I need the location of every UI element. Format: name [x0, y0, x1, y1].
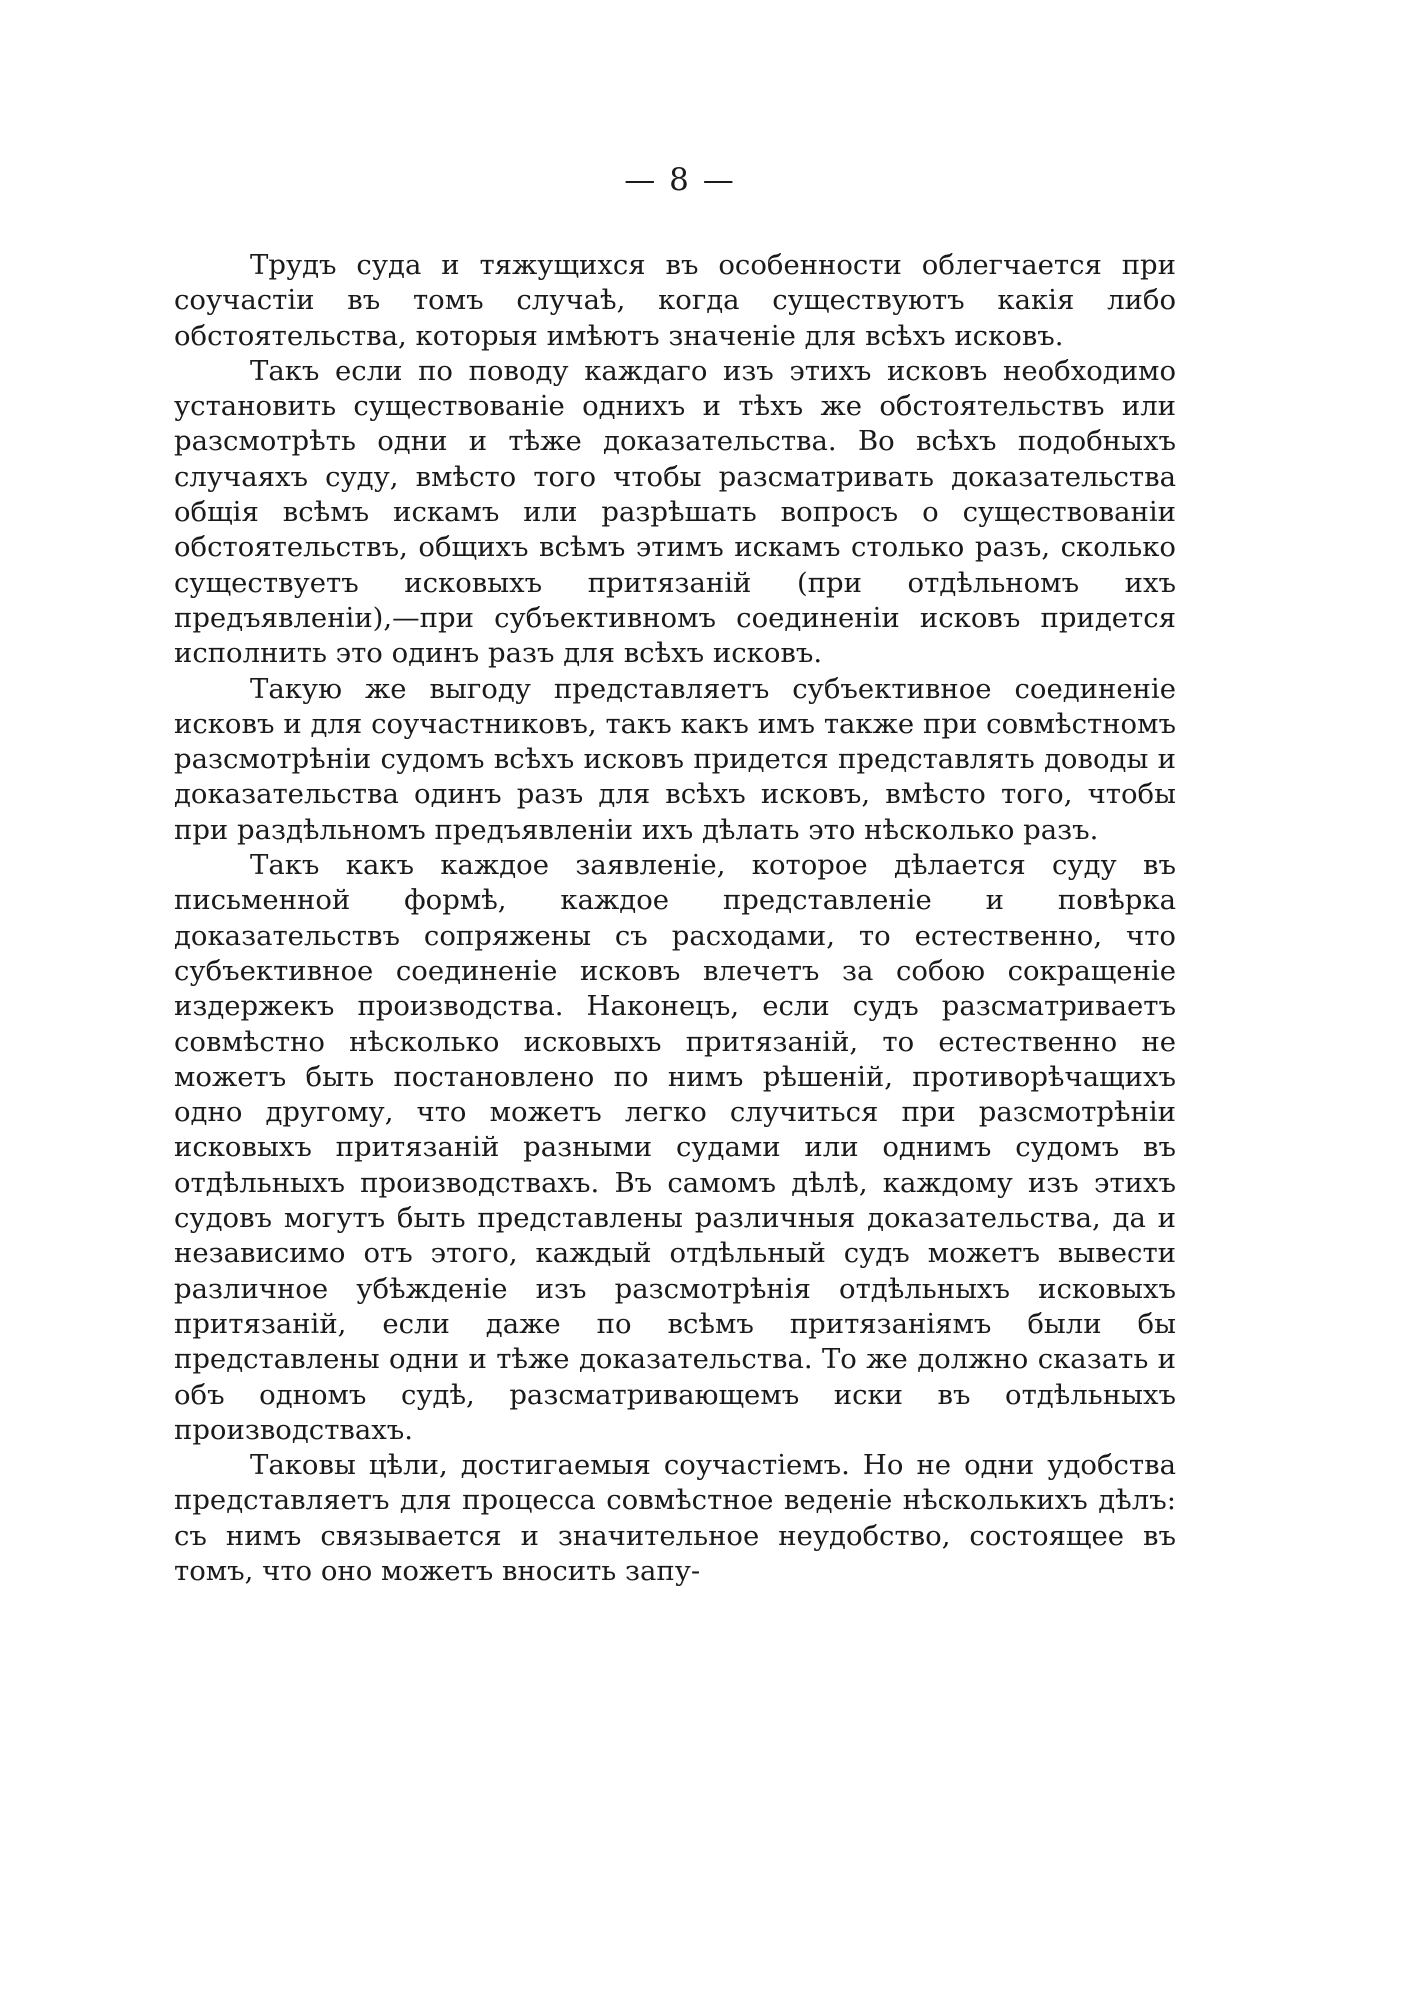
paragraph: Такъ если по поводу каждаго изъ этихъ исковъ необходимо установить существованіе однихъ и тѣхъ же обстоятельствъ или разсмотрѣть одни и тѣже доказательства. Во всѣхъ подобныхъ случаяхъ суду, вмѣсто того чтобы разсматривать доказательства общія всѣмъ искамъ или разрѣшать вопросъ о существованіи обстоятельствъ, общихъ всѣмъ этимъ искамъ столько разъ, сколько существуетъ исковыхъ притязаній (при отдѣльномъ ихъ предъявленіи),—при субъективномъ соединеніи исковъ придется исполнить это одинъ разъ для всѣхъ исковъ. [174, 354, 1176, 670]
paragraph: Такъ какъ каждое заявленіе, которое дѣлается суду въ письменной формѣ, каждое представленіе и повѣрка доказательствъ сопряжены съ расходами, то естественно, что субъективное соединеніе исковъ влечетъ за собою сокращеніе издержекъ производства. Наконецъ, если судъ разсматриваетъ совмѣстно нѣсколько исковыхъ притязаній, то естественно не можетъ быть постановлено по нимъ рѣшеній, противорѣчащихъ одно другому, что можетъ легко случиться при разсмотрѣніи исковыхъ притязаній разными судами или однимъ судомъ въ отдѣльныхъ производствахъ. Въ самомъ дѣлѣ, каждому изъ этихъ судовъ могутъ быть представлены различныя доказательства, да и независимо отъ этого, каждый отдѣльный судъ можетъ вывести различное убѣжденіе изъ разсмотрѣнія отдѣльныхъ исковыхъ притязаній, если даже по всѣмъ притязаніямъ были бы представлены одни и тѣже доказательства. То же должно сказать и объ одномъ судѣ, разсматривающемъ иски въ отдѣльныхъ производствахъ. [174, 849, 1176, 1446]
page-number: — 8 — [624, 162, 736, 198]
paragraph: Трудъ суда и тяжущихся въ особенности облегчается при соучастіи въ томъ случаѣ, когда существуютъ какія либо обстоятельства, которыя имѣютъ значеніе для всѣхъ исковъ. [174, 249, 1176, 352]
paragraph: Такую же выгоду представляетъ субъективное соединеніе исковъ и для соучастниковъ, такъ какъ имъ также при совмѣстномъ разсмотрѣніи судомъ всѣхъ исковъ придется представлять доводы и доказательства одинъ разъ для всѣхъ исковъ, вмѣсто того, чтобы при раздѣльномъ предъявленіи ихъ дѣлать это нѣсколько разъ. [174, 672, 1176, 846]
page-body [174, 248, 1176, 1589]
paragraph: Таковы цѣли, достигаемыя соучастіемъ. Но не одни удобства представляетъ для процесса совмѣстное веденіе нѣсколькихъ дѣлъ: съ нимъ связывается и значительное неудобство, состоящее въ томъ, что оно можетъ вносить запу- [174, 1449, 1176, 1587]
